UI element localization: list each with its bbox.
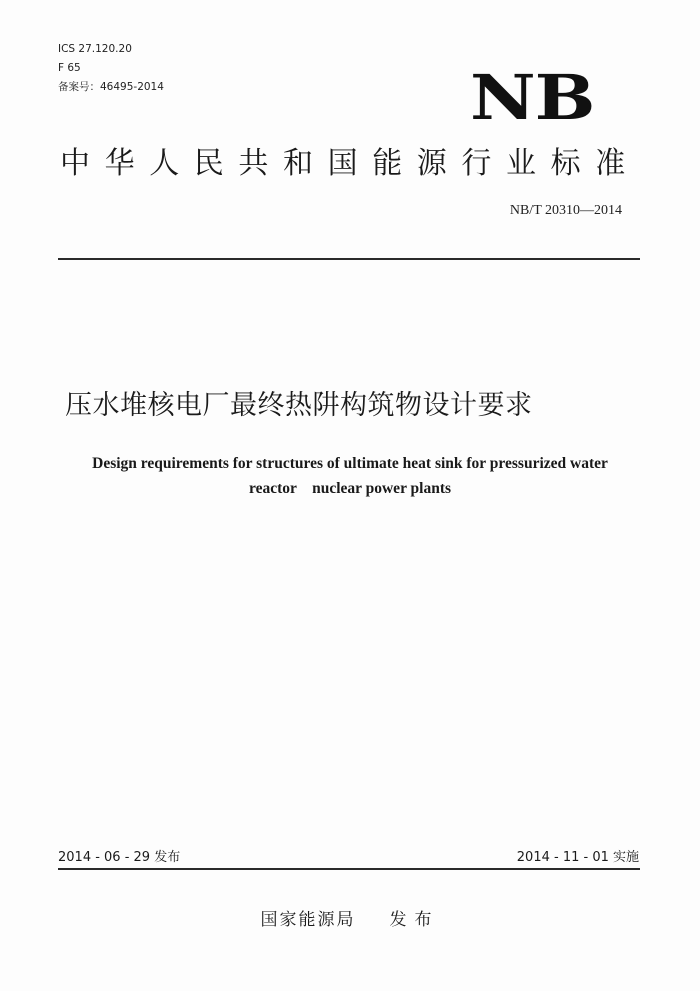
publisher-line [0,908,700,932]
standard-number: NB/T 20310—2014 [509,203,622,218]
publisher-action: 发布 [389,910,440,930]
effective-date: 2014 - 11 - 01 实施 [516,850,639,865]
top-divider [58,258,640,260]
english-title-line-2: reactor nuclear power plants [248,480,452,497]
issue-date: 2014 - 06 - 29 发布 [58,850,181,865]
english-title-line-1: Design requirements for structures of ultimate heat sink for pressurized water [92,455,608,472]
industry-standard-heading: 中华人民共和国能源行业标准 [60,146,640,181]
nb-logo: NB [470,61,595,134]
classification-code: F 65 [58,62,81,74]
english-title [40,451,660,501]
record-number: 备案号：46495-2014 [58,81,164,93]
publisher-organization: 国家能源局 [260,910,356,930]
ics-code: ICS 27.120.20 [58,43,132,55]
bottom-divider [58,868,640,870]
chinese-title: 压水堆核电厂最终热阱构筑物设计要求 [65,390,533,421]
